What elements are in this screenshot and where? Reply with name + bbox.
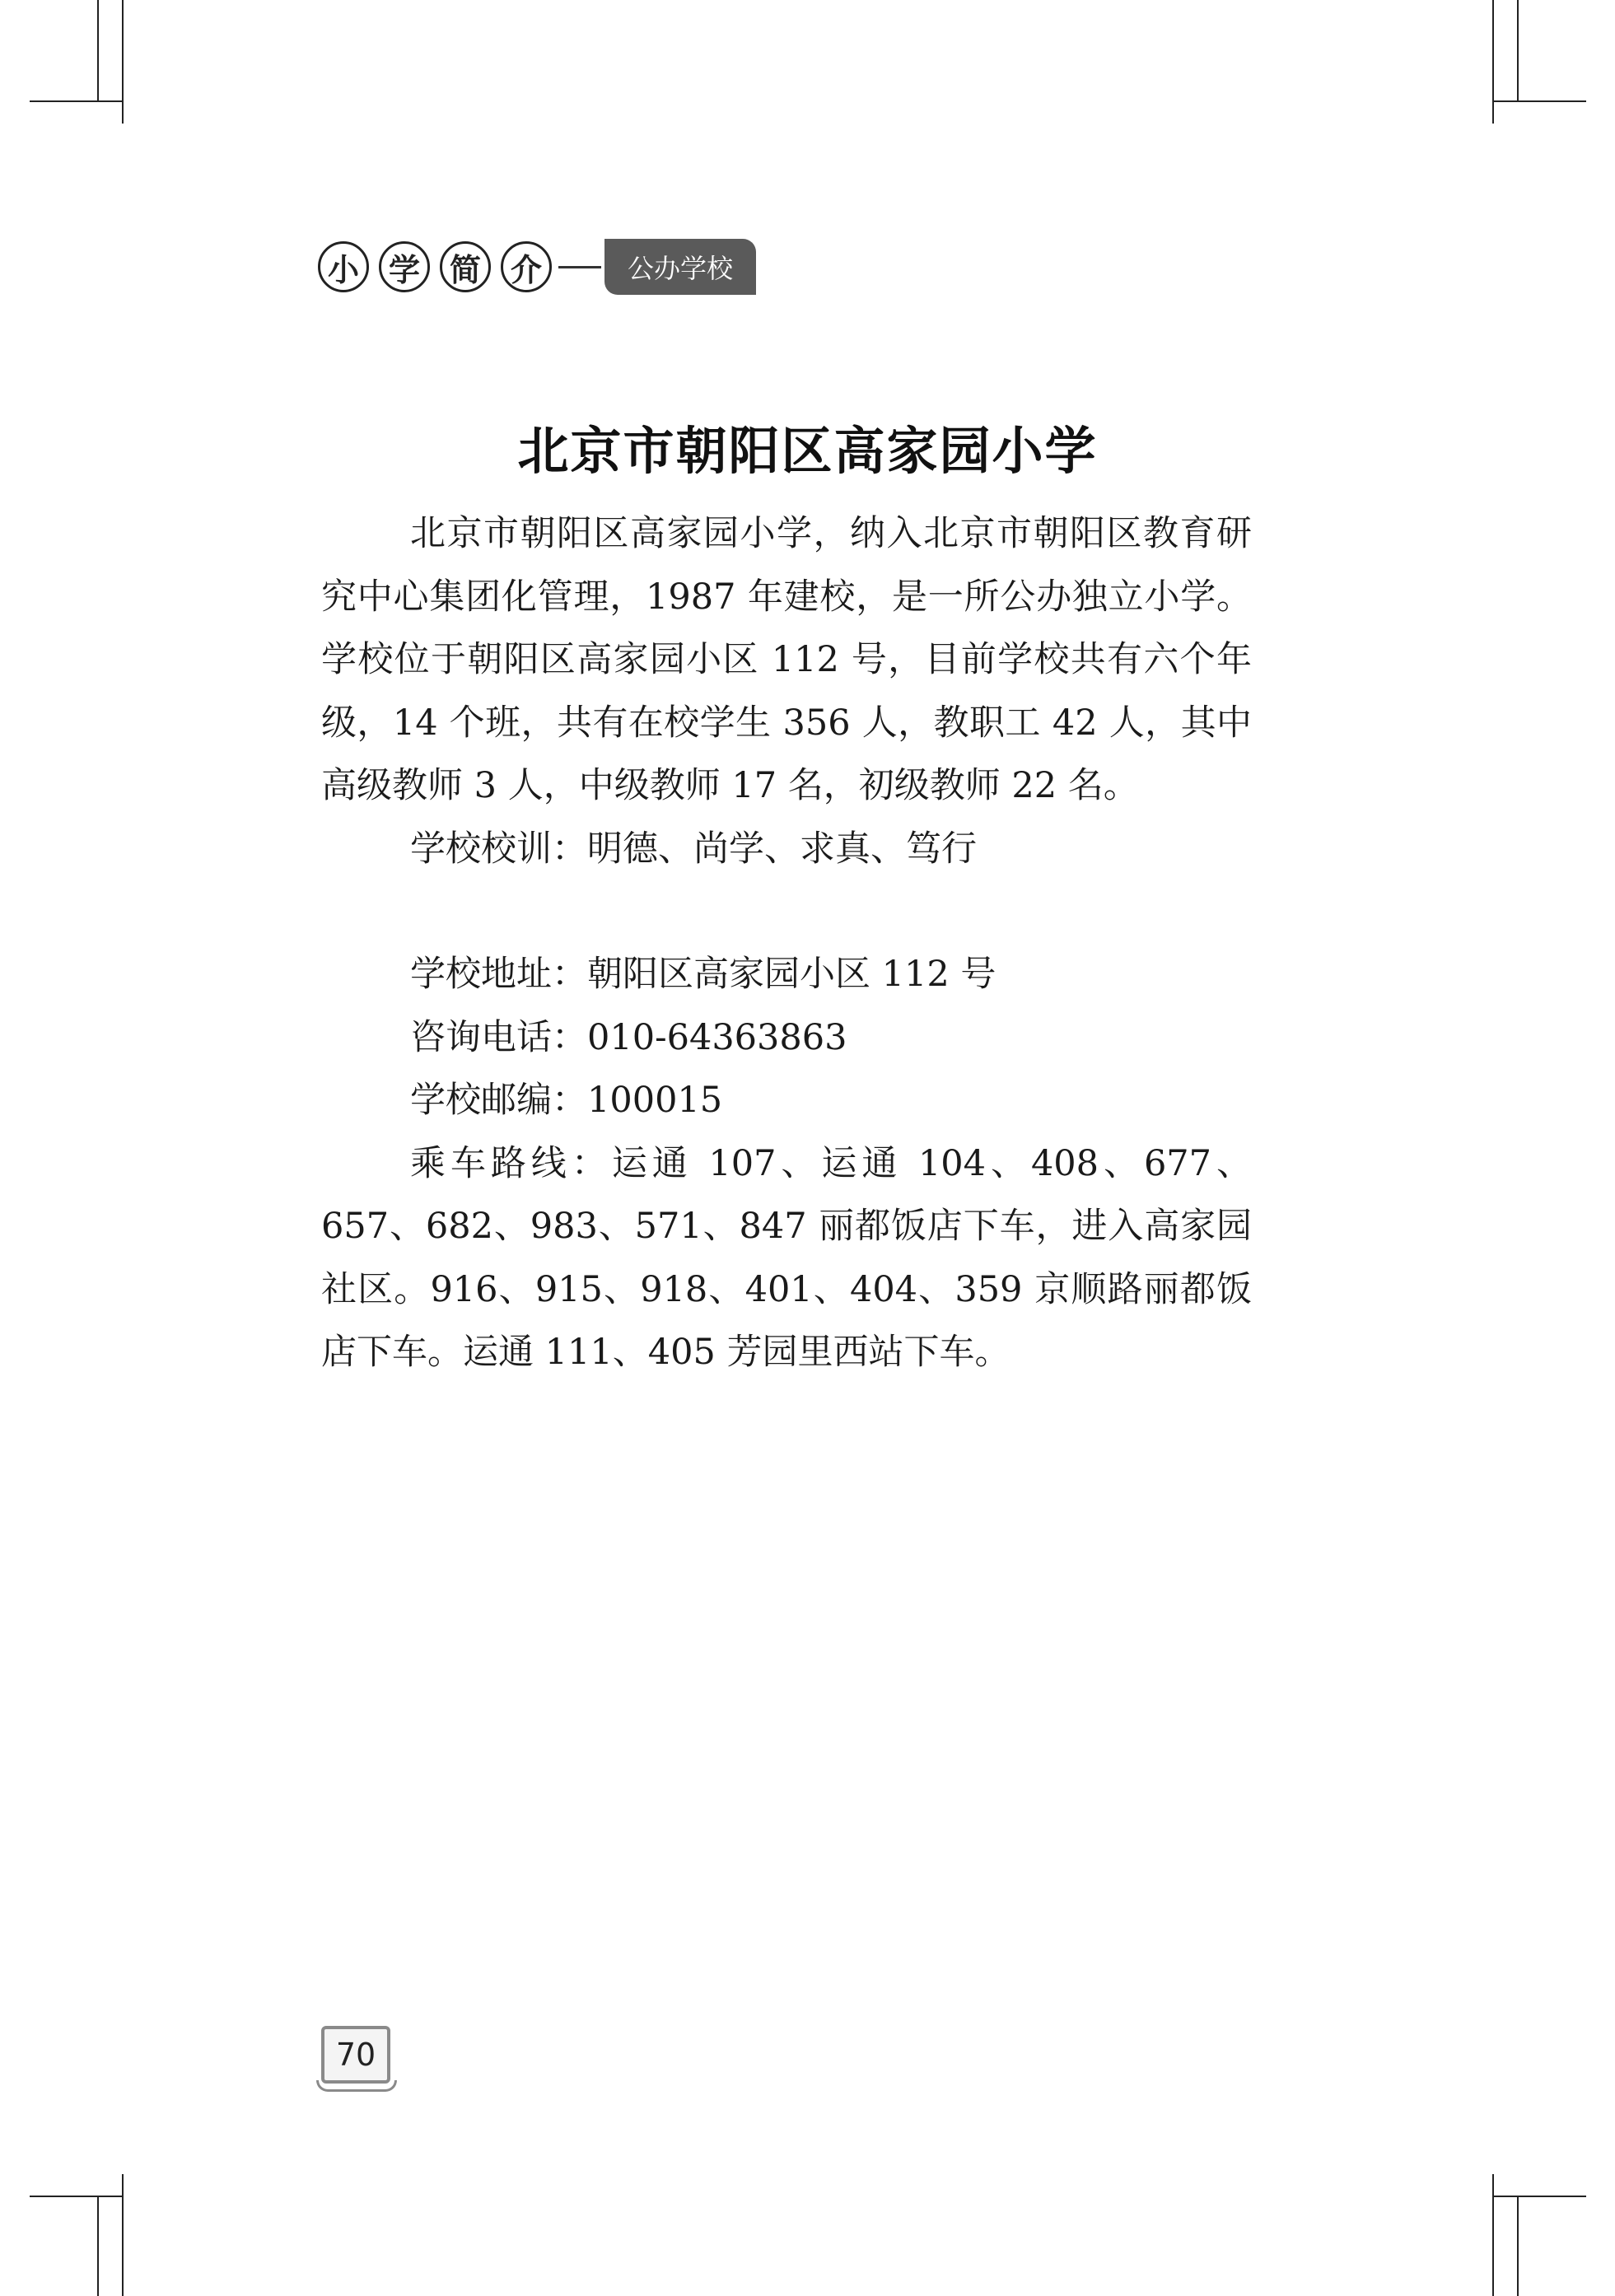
crop-mark-top-right-v — [1492, 0, 1494, 124]
header-circle-char: 介 — [501, 241, 552, 292]
header-circle-char: 简 — [440, 241, 491, 292]
crop-mark-bottom-left-h — [30, 2196, 122, 2197]
page-number: 70 — [321, 2026, 390, 2084]
header-circle-char: 小 — [318, 241, 369, 292]
category-badge: 公办学校 — [604, 239, 756, 295]
crop-mark-top-left-v — [122, 0, 124, 124]
crop-mark-top-left-v2 — [97, 0, 99, 100]
header-circle-char: 学 — [379, 241, 430, 292]
page-title: 北京市朝阳区高家园小学 — [517, 421, 1098, 481]
crop-mark-bottom-right-v2 — [1517, 2196, 1519, 2296]
section-header — [318, 236, 756, 298]
motto-line: 学校校训：明德、尚学、求真、笃行 — [410, 828, 977, 870]
body-text — [321, 502, 1252, 1384]
bus-route-paragraph: 乘车路线：运通 107、运通 104、408、677、657、682、983、571、847 丽都饭店下车，进入高家园社区。916、915、918、401、404、359 京顺路丽都饭店下车。运通 111、405 芳园里西站下车。 — [321, 1142, 1252, 1373]
phone-line: 咨询电话：010-64363863 — [410, 1016, 847, 1058]
address-line: 学校地址：朝阳区高家园小区 112 号 — [410, 954, 997, 995]
page-number-book — [316, 2023, 397, 2095]
intro-paragraph: 北京市朝阳区高家园小学，纳入北京市朝阳区教育研究中心集团化管理，1987 年建校，是一所公办独立小学。学校位于朝阳区高家园小区 112 号，目前学校共有六个年级，14 个班，共有在校学生 356 人，教职工 42 人，其中高级教师 3 人，中级教师 17 名，初级教师 22 名。 — [321, 513, 1252, 806]
crop-mark-top-right-h — [1494, 100, 1586, 102]
crop-mark-bottom-right-h — [1494, 2196, 1586, 2197]
crop-mark-bottom-left-v2 — [97, 2196, 99, 2296]
crop-mark-bottom-left-v — [122, 2174, 124, 2296]
crop-mark-top-right-v2 — [1517, 0, 1519, 100]
postcode-line: 学校邮编：100015 — [410, 1080, 723, 1121]
crop-mark-bottom-right-v — [1492, 2174, 1494, 2296]
header-connector-line — [558, 266, 601, 268]
crop-mark-top-left-h — [30, 100, 122, 102]
